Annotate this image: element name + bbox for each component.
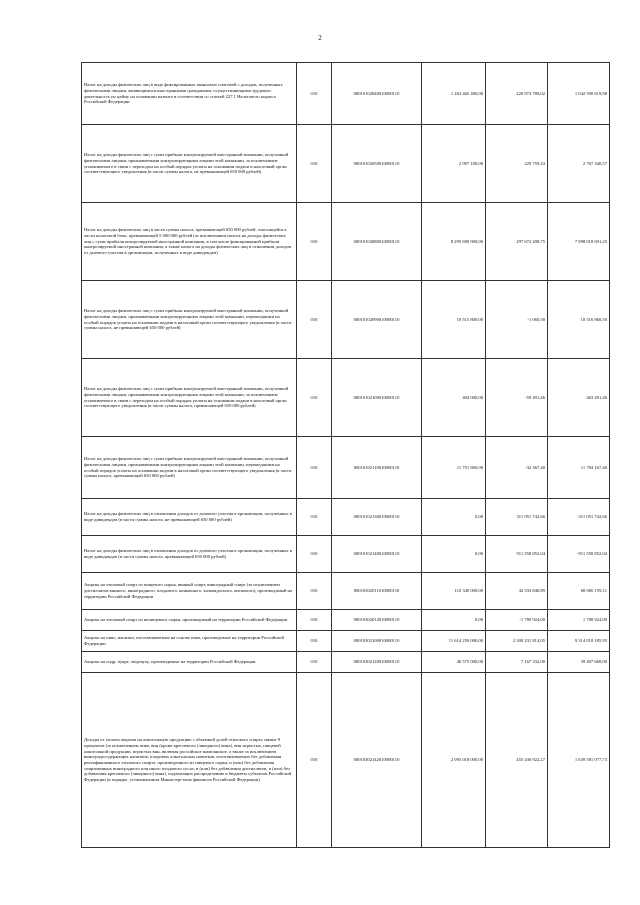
table-row — [82, 281, 610, 359]
executed-amount-cell: 229 759,43 — [486, 125, 548, 203]
budget-classification-code-cell: 00010302120010000110 — [332, 652, 422, 673]
income-name-cell: Акцизы на этиловый спирт из пищевого сырья, винный спирт, виноградный спирт (за исключением дистиллятов винного, виноградного, плодового, коньячного, кальвадосного, вискового), производимый на территории Российской Федерации — [82, 573, 297, 610]
budget-classification-code-cell: 00010102100010000110 — [332, 359, 422, 437]
approved-appropriations-cell: 404 000,00 — [422, 359, 486, 437]
unexecuted-amount-cell: 11 784 167,40 — [548, 437, 610, 499]
approved-appropriations-cell: 2 095 018 000,00 — [422, 673, 486, 848]
unexecuted-amount-cell: 463 491,46 — [548, 359, 610, 437]
executed-amount-cell: -32 367,40 — [486, 437, 548, 499]
executed-amount-cell: 220 874 780,02 — [486, 63, 548, 125]
budget-classification-code-cell: 00010302011010000110 — [332, 573, 422, 610]
income-name-cell: Налог на доходы физических лиц в отношении доходов от долевого участия в организации, полученных в виде дивидендов (в части суммы налога, не превышающей 650 000 рублей) — [82, 499, 297, 536]
table-row — [82, 125, 610, 203]
approved-appropriations-cell: 11 614 250 000,00 — [422, 631, 486, 652]
budget-classification-code-cell: 00010102140010000110 — [332, 536, 422, 573]
approved-appropriations-cell: 0,00 — [422, 499, 486, 536]
unexecuted-amount-cell: 1 780 924,00 — [548, 610, 610, 631]
line-code-cell: 010 — [297, 536, 332, 573]
unexecuted-amount-cell: 1 639 581 077,73 — [548, 673, 610, 848]
income-name-cell: Налог на доходы физических лиц с сумм прибыли контролируемой иностранной компании, полученной физическими лицами, признаваемыми контролирующими лицами этой компании, перешедшими на особый порядок уплаты на основании подачи в налоговый орган соответствующего уведомления (в части суммы налога, превышающей 650 000 рублей) — [82, 437, 297, 499]
table-row — [82, 652, 610, 673]
line-code-cell: 010 — [297, 673, 332, 848]
budget-classification-code-cell: 00010302100010000110 — [332, 631, 422, 652]
approved-appropriations-cell: 0,00 — [422, 610, 486, 631]
table-row — [82, 359, 610, 437]
table-row — [82, 437, 610, 499]
page-number: 2 — [318, 34, 322, 42]
executed-amount-cell: -1 780 924,00 — [486, 610, 548, 631]
table-row — [82, 631, 610, 652]
executed-amount-cell: 297 672 208,75 — [486, 203, 548, 281]
executed-amount-cell: -1 060,50 — [486, 281, 548, 359]
income-name-cell: Налог на доходы физических лиц в части суммы налога, превышающей 650 000 рублей, относящейся к части налоговой базы, превышающей 5 000 000 рублей (за исключением налога на доходы физических лиц с сумм прибыли контролируемой иностранной компании, в том числе фиксированной прибыли контролируемой иностранной компании, а также налога на доходы физических лиц в отношении доходов от долевого участия в организации, полученных в виде дивидендов) — [82, 203, 297, 281]
unexecuted-amount-cell: -311 051 742,66 — [548, 499, 610, 536]
approved-appropriations-cell: 11 751 800,00 — [422, 437, 486, 499]
table-row — [82, 536, 610, 573]
unexecuted-amount-cell: -911 558 852,04 — [548, 536, 610, 573]
revenue-execution-table — [81, 62, 610, 848]
table-row — [82, 573, 610, 610]
line-code-cell: 010 — [297, 610, 332, 631]
executed-amount-cell: 455 436 922,27 — [486, 673, 548, 848]
line-code-cell: 010 — [297, 499, 332, 536]
budget-classification-code-cell: 00010102090010000110 — [332, 281, 422, 359]
budget-classification-code-cell: 00010102080010000110 — [332, 203, 422, 281]
income-name-cell: Налог на доходы физических лиц с сумм прибыли контролируемой иностранной компании, полученной физическими лицами, признаваемыми контролирующими лицами этой компании, за исключением уплачиваемого в связи с переходом на особый порядок уплаты на основании подачи в налоговый орган соответствующего уведомления (в части суммы налога, не превышающей 650 000 рублей) — [82, 125, 297, 203]
line-code-cell: 010 — [297, 652, 332, 673]
approved-appropriations-cell: 110 340 000,00 — [422, 573, 486, 610]
line-code-cell: 010 — [297, 203, 332, 281]
executed-amount-cell: 42 333 840,89 — [486, 573, 548, 610]
table-row — [82, 203, 610, 281]
table-row — [82, 499, 610, 536]
income-name-cell: Налог на доходы физических лиц с сумм прибыли контролируемой иностранной компании, полученной физическими лицами, признаваемыми контролирующими лицами этой компании, перешедшими на особый порядок уплаты на основании подачи в налоговый орган соответствующего уведомления (в части суммы налога, не превышающей 650 000 рублей) — [82, 281, 297, 359]
line-code-cell: 010 — [297, 437, 332, 499]
unexecuted-amount-cell: 39 407 668,00 — [548, 652, 610, 673]
table-row — [82, 673, 610, 848]
income-name-cell: Акцизы на сидр, пуаре, медовуху, производимые на территории Российской Федерации — [82, 652, 297, 673]
executed-amount-cell: 7 167 332,00 — [486, 652, 548, 673]
executed-amount-cell: 311 051 742,66 — [486, 499, 548, 536]
unexecuted-amount-cell: 2 767 340,57 — [548, 125, 610, 203]
executed-amount-cell: 2 300 231 814,05 — [486, 631, 548, 652]
unexecuted-amount-cell: 9 314 018 185,95 — [548, 631, 610, 652]
budget-classification-code-cell: 00010302142010000110 — [332, 673, 422, 848]
table-row — [82, 610, 610, 631]
executed-amount-cell: 911 558 852,04 — [486, 536, 548, 573]
line-code-cell: 010 — [297, 281, 332, 359]
unexecuted-amount-cell: 7 998 018 691,25 — [548, 203, 610, 281]
line-code-cell: 010 — [297, 125, 332, 203]
line-code-cell: 010 — [297, 359, 332, 437]
approved-appropriations-cell: 1 263 465 400,00 — [422, 63, 486, 125]
line-code-cell: 010 — [297, 63, 332, 125]
approved-appropriations-cell: 2 997 100,00 — [422, 125, 486, 203]
income-name-cell: Налог на доходы физических лиц с сумм прибыли контролируемой иностранной компании, полученной физическими лицами, признаваемыми контролирующими лицами этой компании, за исключением уплачиваемого в связи с переходом на особый порядок уплаты на основании подачи в налоговый орган соответствующего уведомления (в части суммы налога, превышающей 650 000 рублей) — [82, 359, 297, 437]
approved-appropriations-cell: 10 515 800,00 — [422, 281, 486, 359]
table-row — [82, 63, 610, 125]
budget-classification-code-cell: 00010102040010000110 — [332, 63, 422, 125]
unexecuted-amount-cell: 68 006 159,11 — [548, 573, 610, 610]
budget-classification-code-cell: 00010102130010000110 — [332, 499, 422, 536]
income-name-cell: Акцизы на этиловый спирт из непищевого сырья, производимый на территории Российской Федерации — [82, 610, 297, 631]
budget-classification-code-cell: 00010302012010000110 — [332, 610, 422, 631]
table-body — [82, 63, 610, 848]
income-name-cell: Акцизы на пиво, напитки, изготавливаемые на основе пива, производимые на территории Российской Федерации — [82, 631, 297, 652]
executed-amount-cell: -59 491,46 — [486, 359, 548, 437]
line-code-cell: 010 — [297, 573, 332, 610]
approved-appropriations-cell: 46 575 000,00 — [422, 652, 486, 673]
budget-classification-code-cell: 00010102110010000110 — [332, 437, 422, 499]
unexecuted-amount-cell: 10 516 860,50 — [548, 281, 610, 359]
unexecuted-amount-cell: 1 042 590 619,98 — [548, 63, 610, 125]
line-code-cell: 010 — [297, 631, 332, 652]
approved-appropriations-cell: 0,00 — [422, 536, 486, 573]
budget-classification-code-cell: 00010102050010000110 — [332, 125, 422, 203]
approved-appropriations-cell: 8 295 690 900,00 — [422, 203, 486, 281]
income-name-cell: Налог на доходы физических лиц в виде фиксированных авансовых платежей с доходов, полученных физическими лицами, являющимися иностранными гражданами, осуществляющими трудовую деятельность по найму на основании патента в соответствии со статьей 227.1 Налогового кодекса Российской Федерации — [82, 63, 297, 125]
income-name-cell: Налог на доходы физических лиц в отношении доходов от долевого участия в организации, полученных в виде дивидендов (в части суммы налога, превышающей 650 000 рублей) — [82, 536, 297, 573]
income-name-cell: Доходы от уплаты акцизов на алкогольную продукцию с объемной долей этилового спирта свыше 9 процентов (за исключением пива, вин (кроме крепленого (ликерного) вина), вин игристых, пищевой алкогольной продукции, игристых вин, включая российское шампанское, а также за исключением виноградосодержащих напитков, плодовых алкогольных напитков, изготавливаемых без добавления ректификованного этилового спирта, произведенного из пищевого сырья, и (или) без добавления спиртованных виноградного или иного плодового сусла, и (или) без добавления дистиллятов, и (или) без добавления крепленого (ликерного) вина), подлежащих распределению в бюджеты субъектов Российской Федерации (в порядке, установленном Министерством финансов Российской Федерации) — [82, 673, 297, 848]
